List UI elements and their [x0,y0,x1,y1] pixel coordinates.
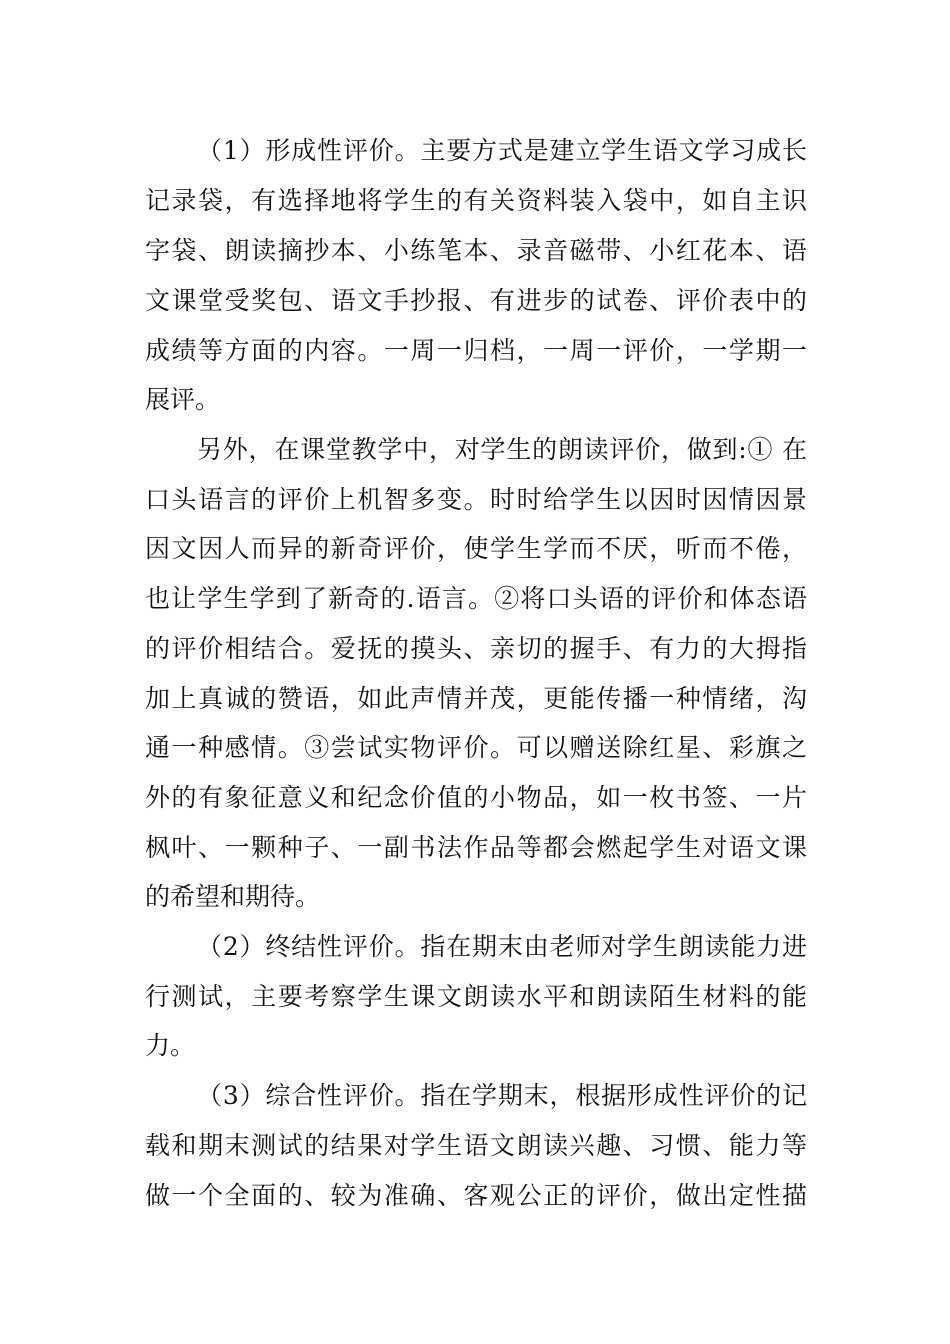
text-line: 另外，在课堂教学中，对学生的朗读评价，做到:① 在 [197,435,807,464]
text-line: 外的有象征意义和纪念价值的小物品，如一枚书签、一片 [145,783,807,812]
text-line: 展评。 [145,385,221,414]
text-line: 记录袋，有选择地将学生的有关资料装入袋中，如自主识 [145,186,807,215]
text-line: 成绩等方面的内容。一周一归档，一周一评价，一学期一 [145,336,807,365]
text-line: 文课堂受奖包、语文手抄报、有进步的试卷、评价表中的 [145,286,807,315]
text-line: （2）终结性评价。指在期末由老师对学生朗读能力进 [197,932,807,961]
text-line: 载和期末测试的结果对学生语文朗读兴趣、习惯、能力等 [145,1131,807,1160]
text-line: 的希望和期待。 [145,882,321,911]
text-line: （1）形成性评价。主要方式是建立学生语文学习成长 [197,136,807,165]
text-line: 因文因人而异的新奇评价，使学生学而不厌，听而不倦， [145,534,807,563]
text-line: （3）综合性评价。指在学期末，根据形成性评价的记 [197,1081,807,1110]
text-line: 力。 [145,1031,196,1060]
text-line: 的评价相结合。爱抚的摸头、亲切的握手、有力的大拇指 [145,634,807,663]
text-line: 加上真诚的赞语，如此声情并茂，更能传播一种情绪，沟 [145,684,807,713]
text-line: 通一种感情。③尝试实物评价。可以赠送除红星、彩旗之 [145,733,807,762]
text-line: 也让学生学到了新奇的.语言。②将口头语的评价和体态语 [145,584,807,613]
text-line: 行测试，主要考察学生课文朗读水平和朗读陌生材料的能 [145,982,807,1011]
text-line: 枫叶、一颗种子、一副书法作品等都会燃起学生对语文课 [145,833,807,862]
text-line: 字袋、朗读摘抄本、小练笔本、录音磁带、小红花本、语 [145,236,807,265]
text-line: 口头语言的评价上机智多变。时时给学生以因时因情因景 [145,485,807,514]
text-line: 做一个全面的、较为准确、客观公正的评价，做出定性描 [145,1181,807,1210]
